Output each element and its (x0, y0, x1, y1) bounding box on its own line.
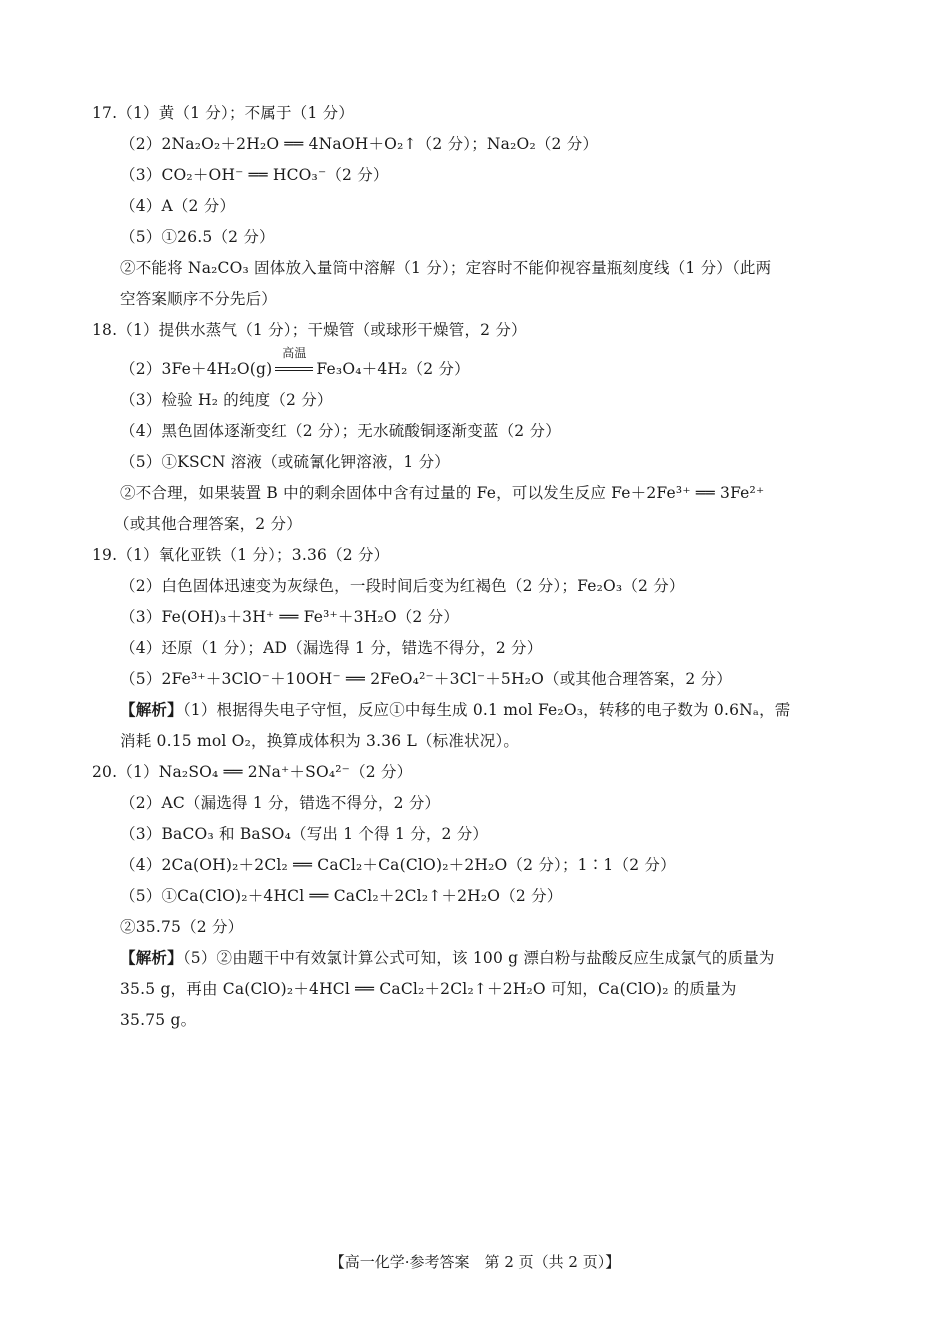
q19-line-1: 19.（1）氧化亚铁（1 分）；3.36（2 分） (92, 546, 390, 564)
analysis-text: （5）②由题干中有效氯计算公式可知，该 100 g 漂白粉与盐酸反应生成氯气的质量为 (182, 949, 775, 967)
q19-line-2: （2）白色固体迅速变为灰绿色，一段时间后变为红褐色（2 分）；Fe₂O₃（2 分） (120, 577, 685, 595)
reaction-condition (272, 346, 316, 380)
q18-line-7: （或其他合理答案，2 分） (114, 515, 302, 533)
q17-line-6: ②不能将 Na₂CO₃ 固体放入量筒中溶解（1 分）；定容时不能仰视容量瓶刻度线（1 分）（此两 (120, 259, 772, 277)
q20-line-1: 20.（1）Na₂SO₄ ══ 2Na⁺＋SO₄²⁻（2 分） (92, 763, 413, 781)
q19-line-4: （4）还原（1 分）；AD（漏选得 1 分，错选不得分，2 分） (120, 639, 543, 657)
q17-line-1: 17.（1）黄（1 分）；不属于（1 分） (92, 104, 355, 122)
q20-analysis-line-3: 35.75 g。 (120, 1011, 197, 1029)
q18-line-5: （5）①KSCN 溶液（或硫氰化钾溶液，1 分） (120, 453, 450, 471)
q20-line-6: ②35.75（2 分） (120, 918, 244, 936)
q20-analysis-line-2: 35.5 g，再由 Ca(ClO)₂＋4HCl ══ CaCl₂＋2Cl₂↑＋2H₂O 可知，Ca(ClO)₂ 的质量为 (120, 980, 737, 998)
q18-eq-left: （2）3Fe＋4H₂O(g) (120, 360, 273, 378)
equals-bar-bottom (275, 370, 313, 371)
q17-line-7: 空答案顺序不分先后） (120, 290, 278, 308)
q19-line-5: （5）2Fe³⁺＋3ClO⁻＋10OH⁻ ══ 2FeO₄²⁻＋3Cl⁻＋5H₂O（或其他合理答案，2 分） (120, 670, 732, 688)
q20-line-5: （5）①Ca(ClO)₂＋4HCl ══ CaCl₂＋2Cl₂↑＋2H₂O（2 分） (120, 887, 563, 905)
q18-line-1: 18.（1）提供水蒸气（1 分）；干燥管（或球形干燥管，2 分） (92, 321, 527, 339)
q18-line-6: ②不合理，如果装置 B 中的剩余固体中含有过量的 Fe，可以发生反应 Fe＋2Fe³⁺ ══ 3Fe²⁺ (120, 484, 765, 502)
analysis-text: （1）根据得失电子守恒，反应①中每生成 0.1 mol Fe₂O₃，转移的电子数为 0.6Nₐ，需 (182, 701, 791, 719)
q20-line-2: （2）AC（漏选得 1 分，错选不得分，2 分） (120, 794, 441, 812)
page-footer: 【高一化学·参考答案 第 2 页（共 2 页）】 (329, 1253, 621, 1271)
analysis-label: 【解析】 (120, 948, 183, 967)
q17-line-3: （3）CO₂＋OH⁻ ══ HCO₃⁻（2 分） (120, 166, 389, 184)
q20-line-4: （4）2Ca(OH)₂＋2Cl₂ ══ CaCl₂＋Ca(ClO)₂＋2H₂O（2 分）；1∶1（2 分） (120, 856, 676, 874)
q18-line-4: （4）黑色固体逐渐变红（2 分）；无水硫酸铜逐渐变蓝（2 分） (120, 422, 561, 440)
q19-analysis-line-2: 消耗 0.15 mol O₂，换算成体积为 3.36 L（标准状况）。 (120, 732, 520, 750)
condition-label: 高温 (282, 346, 307, 360)
q18-line-2 (120, 346, 470, 380)
analysis-label: 【解析】 (120, 700, 183, 719)
q18-line-3: （3）检验 H₂ 的纯度（2 分） (120, 391, 333, 409)
q20-line-3: （3）BaCO₃ 和 BaSO₄（写出 1 个得 1 分，2 分） (120, 825, 489, 843)
q18-eq-right: Fe₃O₄＋4H₂（2 分） (316, 360, 470, 378)
q19-line-3: （3）Fe(OH)₃＋3H⁺ ══ Fe³⁺＋3H₂O（2 分） (120, 608, 460, 626)
q17-line-4: （4）A（2 分） (120, 197, 236, 215)
q20-analysis-line-1 (120, 947, 775, 969)
q19-analysis-line-1 (120, 699, 790, 721)
q17-line-5: （5）①26.5（2 分） (120, 228, 275, 246)
equals-bar-top (275, 367, 313, 368)
q17-line-2: （2）2Na₂O₂＋2H₂O ══ 4NaOH＋O₂↑（2 分）；Na₂O₂（2 分） (120, 135, 599, 153)
